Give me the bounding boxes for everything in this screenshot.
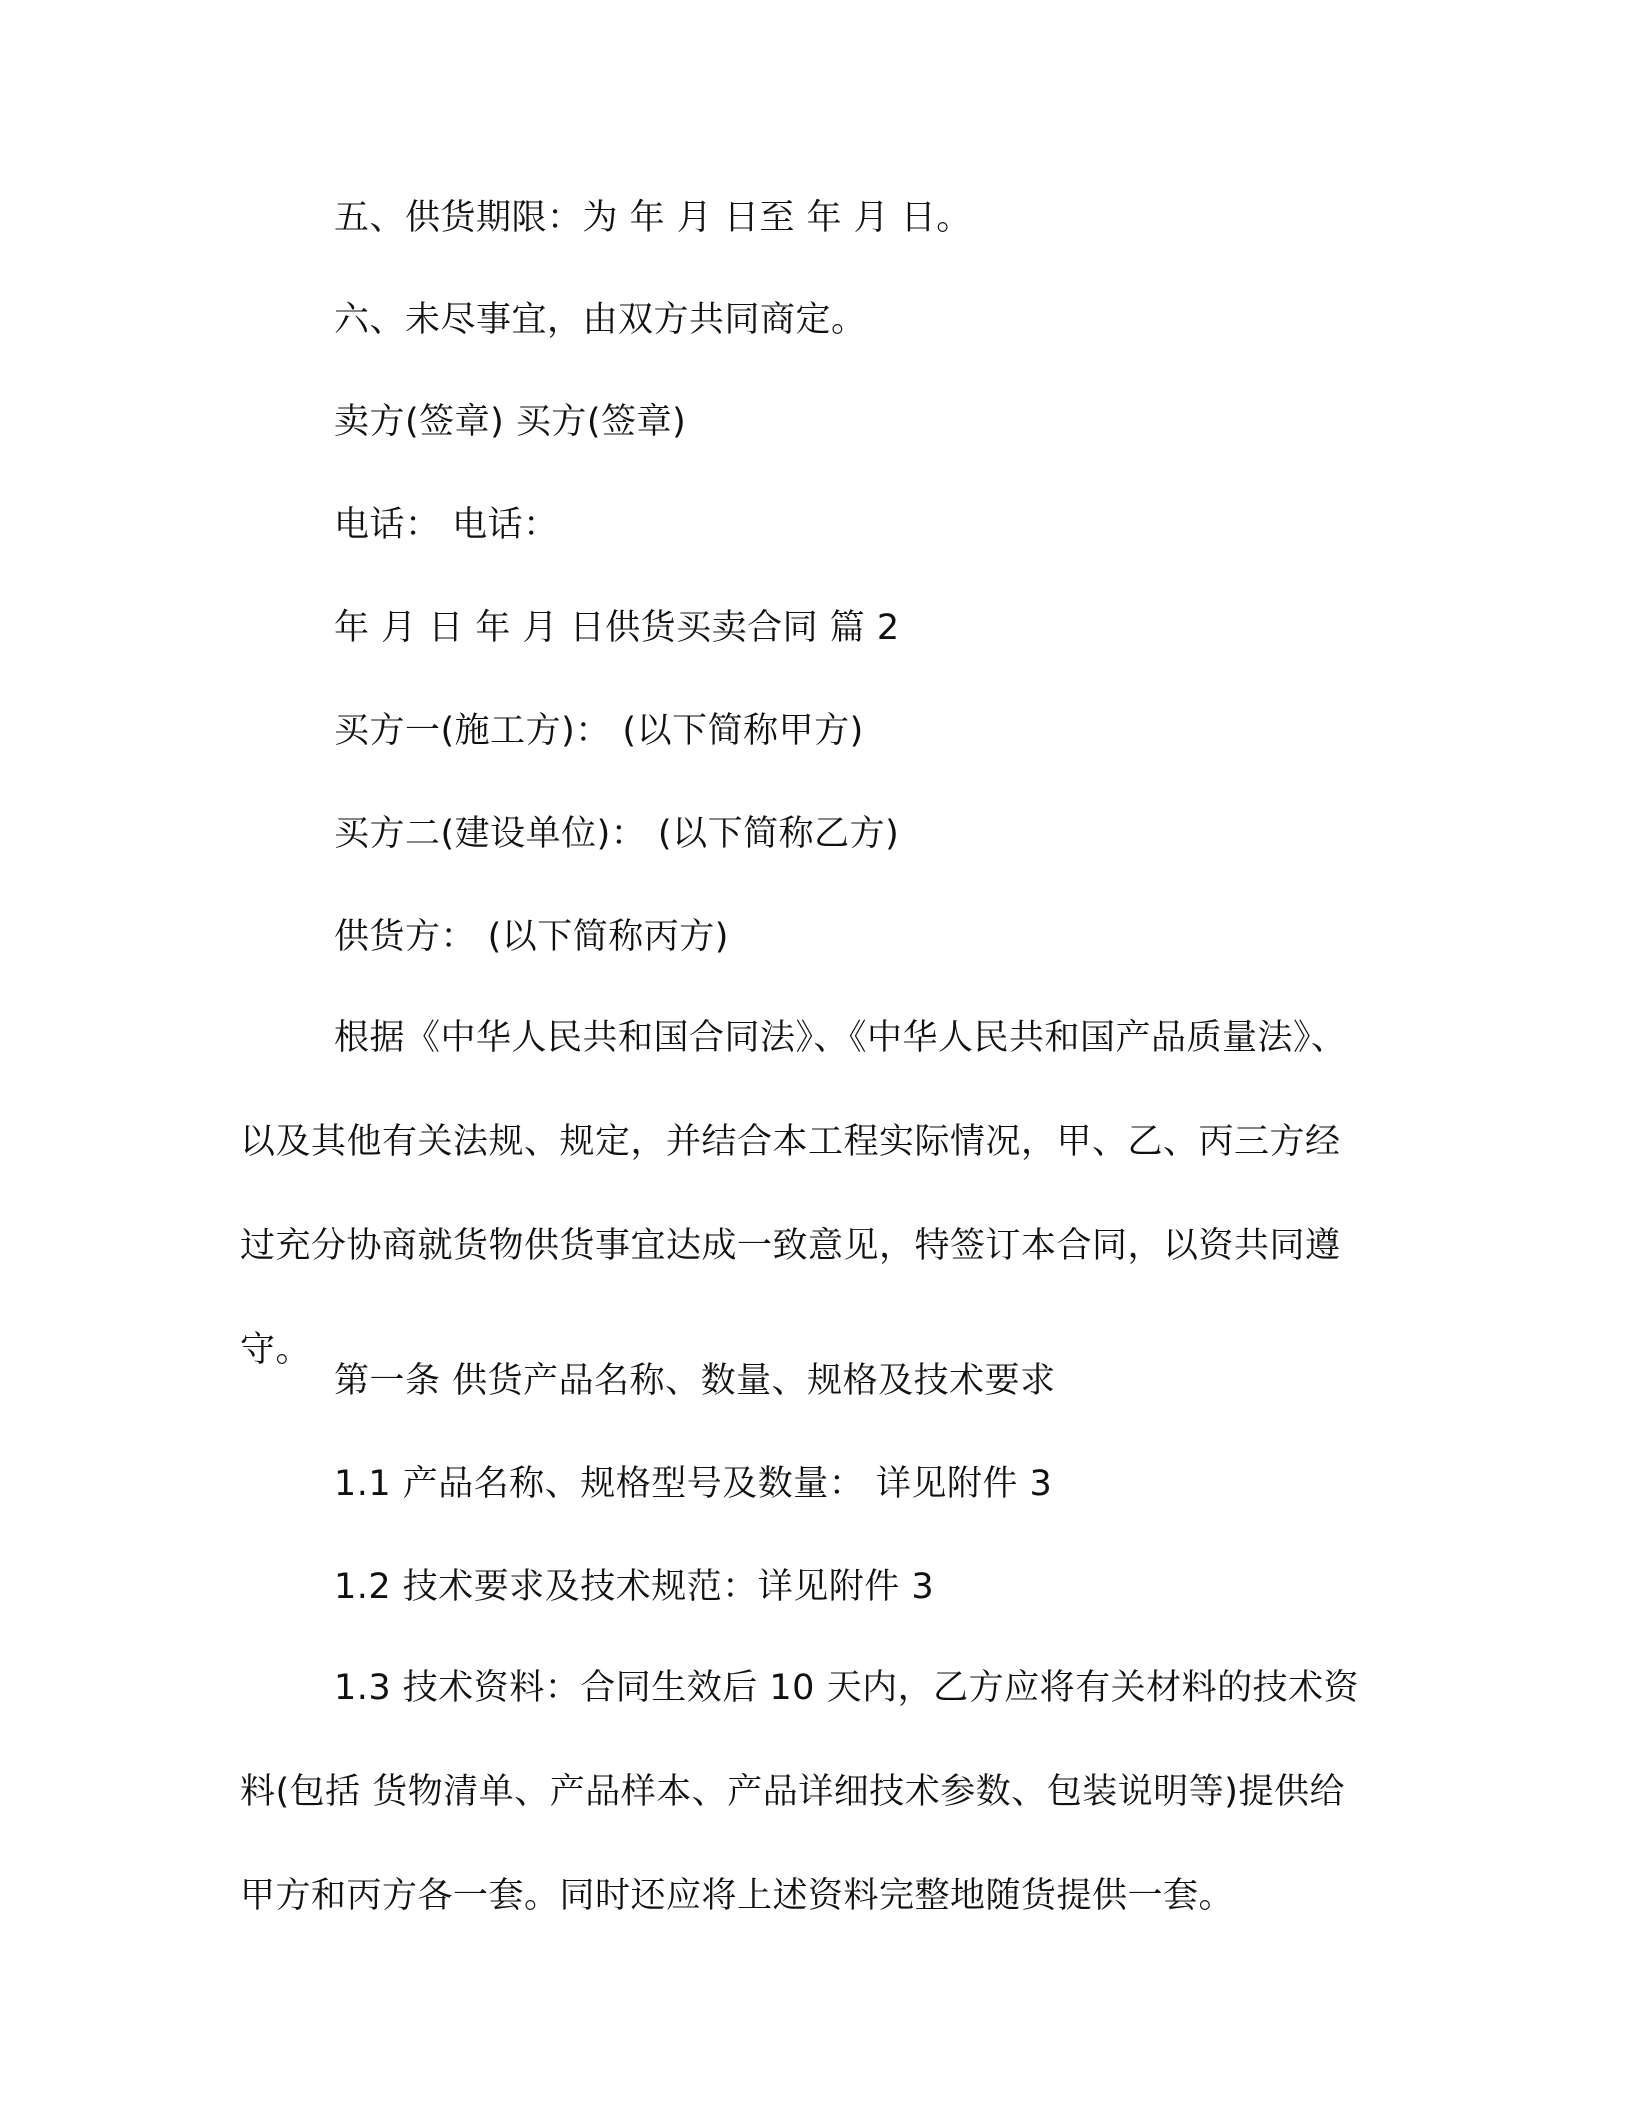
buyer-one: 买方一(施工方)： (以下简称甲方) xyxy=(334,711,864,751)
preamble-paragraph: 根据《中华人民共和国合同法》、《中华人民共和国产品质量法》、以及其他有关法规、规定，并结合本工程实际情况，甲、乙、丙三方经过充分协商就货物供货事宜达成一致意见，特签订本合同，以资共同遵守。 xyxy=(240,1018,1347,1370)
item-1-2: 1.2 技术要求及技术规范：详见附件 3 xyxy=(334,1567,935,1607)
signature-parties: 卖方(签章) 买方(签章) xyxy=(334,402,687,442)
article-one-heading: 第一条 供货产品名称、数量、规格及技术要求 xyxy=(334,1361,1056,1401)
item-1-1: 1.1 产品名称、规格型号及数量： 详见附件 3 xyxy=(334,1464,1053,1504)
item-1-3-paragraph: 1.3 技术资料：合同生效后 10 天内，乙方应将有关材料的技术资料(包括 货物清单、产品样本、产品详细技术参数、包装说明等)提供给甲方和丙方各一套。同时还应将上述资料完整地随货提供一套。 xyxy=(240,1668,1360,1916)
clause-supply-period: 五、供货期限：为 年 月 日至 年 月 日。 xyxy=(334,198,972,238)
clause-unresolved-matters: 六、未尽事宜，由双方共同商定。 xyxy=(334,300,867,340)
phone-fields: 电话： 电话： xyxy=(334,505,559,545)
date-and-contract-heading: 年 月 日 年 月 日供货买卖合同 篇 2 xyxy=(334,608,900,648)
supplier: 供货方： (以下简称丙方) xyxy=(334,917,729,957)
buyer-two: 买方二(建设单位)： (以下简称乙方) xyxy=(334,814,900,854)
